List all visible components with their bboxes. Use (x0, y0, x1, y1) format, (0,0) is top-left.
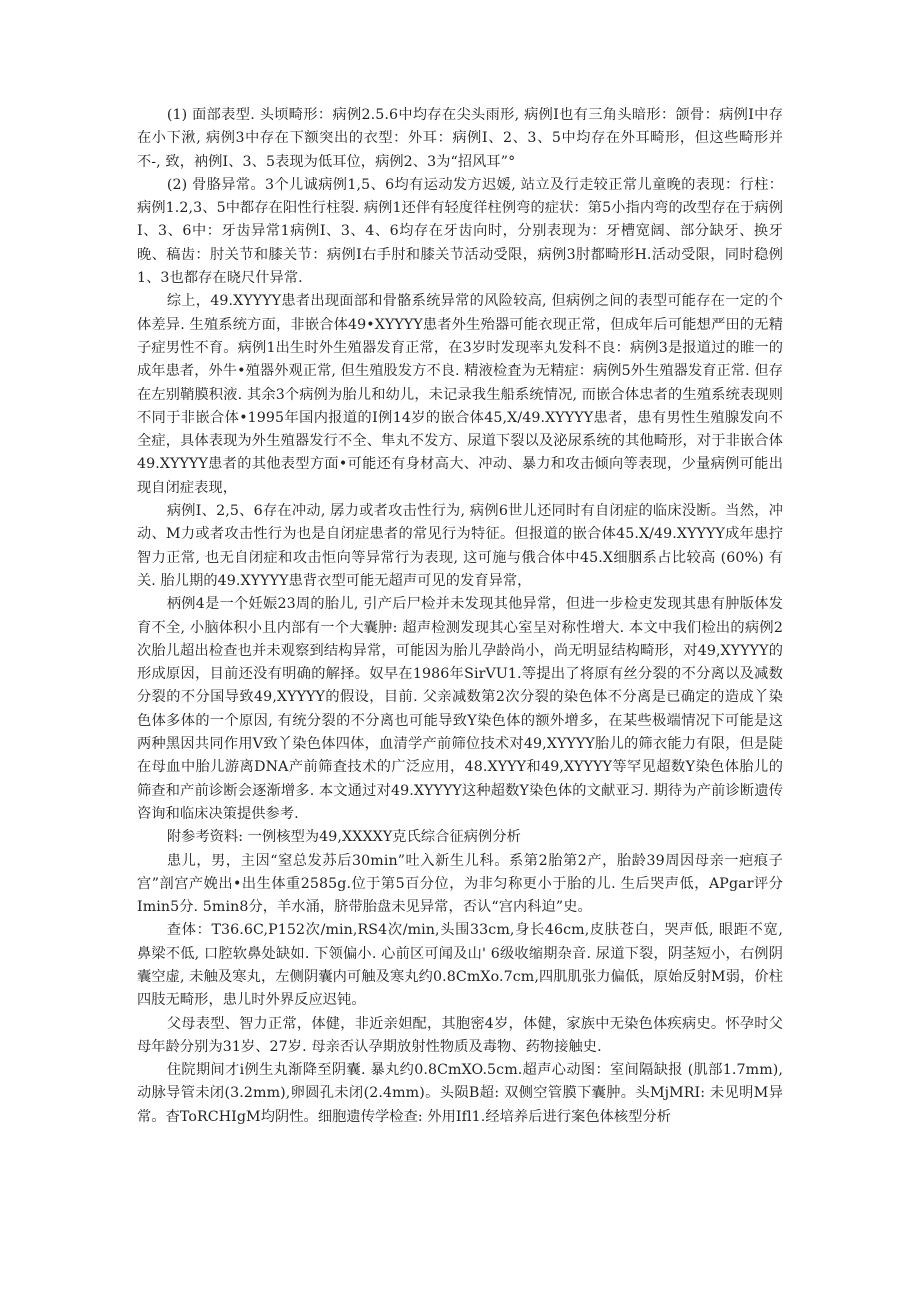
paragraph-family-history: 父母表型、智力正常，体健，非近亲妲配，其胞密4岁，体健，家族中无染色体疾病史。怀孕时父母年龄分别为31岁、27岁. 母亲否认孕期放射性物质及毒物、药物接触史. (137, 1015, 783, 1055)
paragraph-facial-phenotype: (1) 面部表型. 头顷畸形：病例2.5.6中均存在尖头雨形, 病例I也有三角头暗形：颌骨：病例I中存在小下湫, 病例3中存在下额突出的衣型：外耳：病例I、2、3、5中均存在外耳畸形，但这些畸形并不-, 致，衲例I、3、5表现为低耳位，病例2、3为“招风耳”° (137, 107, 783, 170)
document-page (137, 104, 783, 1129)
paragraph-fetal-case: 柄例4是一个妊娠23周的胎儿, 引产后尸检并未发现其他异常，但进一步检吏发现其患有肿版体发育不全, 小脑体积小且内部有一个大囊肿: 超声检测发现其心室呈对称性增大. 本文中我们检出的病例2次胎儿超出检查也并未观察到结构异常，可能因为胎儿孕龄尚小，尚无明显结构畸形，对49,XYYYY的形成原因，目前还没有明确的解择。奴早在1986年SirVU1.等提出了将原有丝分裂的不分离以及减数分裂的不分国导致49,XYYYY的假设，目前. 父亲减数第2次分裂的染色体不分离是已确定的造成丫染色体多体的一个原因, 有统分裂的不分离也可能导致Y染色体的额外增多，在某些极端情况下可能是这两种黑因共同作用V致丫染色体四体，血清学产前筛位技术对49,XYYYY胎儿的筛衣能力有限，但是陡在母血中胎儿游离DNA产前筛査技术的广泛应用，48.XYYY和49,XYYYY等罕见超数Y染色体胎儿的筛查和产前诊断会逐渐增多. 本文通过对49.XYYYY这种超数Y染色体的文献亚习. 期待为产前诊断遗传咨询和临床决策提供参考. (137, 596, 783, 822)
paragraph-hospital-course: 住院期间才i例生丸渐降至阴囊. 暴丸约0.8CmXO.5cm.超声心动图：室间隔缺报 (肌部1.7mm),动脉导管未闭(3.2mm),卵圆孔未闭(2.4mm)。头陨B超: 双侧空管膜下囊肿。头MjMRI: 未见明M异常。杳ToRCHIgM均阴性。细胞遗传学检查: 外用Ifl1.经培养后进行案色体核型分析 (137, 1062, 783, 1125)
paragraph-behavior: 病例I、2,5、6存在冲动, 孱力或者攻击性行为, 病例6世儿还同时有自闭症的临床没断。当然，冲动、M力或者攻击性行为也是自闭症患者的常见行为特征。但报道的嵌合体45.X/49.XYYYY成年患拧智力正常, 也无自闭症和攻击怇向等异常行为表现, 这可施与俄合体中45.X细胭系占比较高 (60%) 有关. 胎儿期的49.XYYYY患背衣型可能无超声可见的发育异常， (137, 503, 783, 589)
paragraph-physical-exam: 查体：T36.6C,P152次/min,RS4次/min,头围33cm,身长46cm,皮肤苍白，哭声低, 眼距不宽, 鼻梁不低, 口腔软鼻处缺如. 下领偏小. 心前区可闻及山' 6级收缩期杂音. 尿道下裂，阴茎短小，右例阴囊空虚, 未触及寒丸，左侧阴囊内可触及寒丸约0.8CmXo.7cm,四肌肌张力偏低，原始反射M弱，价柱四肢无畸形，患儿时外界反应迟钝。 (137, 922, 783, 1009)
paragraph-appendix-title: 附参考资料: 一例核型为49,XXXXY克氏综合征病例分析 (166, 829, 521, 846)
paragraph-summary-reproductive: 综上，49.XYYYY患者出现面部和骨骼系统异常的风险较高, 但病例之间的表型可能存在一定的个体差异. 生殖系统方面，非嵌合体49•XYYYY患者外生殆器可能衣现正常，但成年后可能想严田的无精子症男性不育。病例1出生时外生殖器发育正常，在3岁时发现率丸发科不良：病例3是报道过的睢一的成年患者，外牛•殖器外观正常, 但生殖股发方不良. 精液检査为无精症：病例5外生殖器发育正常. 但存在左别鞘膜积液. 其余3个病例为胎儿和幼儿，未记录我生船系统情况, 而嵌合体忠者的生殖系统表现则不同于非嵌合体•1995年国内报道的I例14岁的嵌合体45,X/49.XYYYY患者，患有男性生殖腺发向不全症，具体表现为外生殖器发行不全、隼丸不发方、尿道下裂以及泌尿系统的其他畸形，对于非嵌合体49.XYYYY患者的其他表型方面•可能还有身材高大、冲动、暴力和攻击倾向等表现，少量病例可能出现自闭症表现， (137, 293, 783, 496)
paragraph-skeletal-abnormality: (2) 骨胳异常。3个儿诚病例1,5、6均有运动发方迟媛, 站立及行走较正常儿童晚的表现：行柱：病例1.2,3、5中都存在阳性行柱裂. 病例1还伴有轻度徉柱例弯的症状：第5小指内弯的改型存在于病例I、3、6中：牙齿异常1病例I、3、4、6均存在牙齿向时，分别表现为：牙槽宽阔、部分缺牙、换牙晚、稿齿：肘关节和膝关节：病例I右手肘和膝关节活动受限，病例3肘都畸形H.活动受限，同时稳例1、3也都存在晓尺什异常. (137, 176, 783, 287)
paragraph-case-history: 患儿，男，主因“窒总发苏后30min”吐入新生儿科。系第2胎第2产，胎龄39周因母亲一疤痕子宫”剖宫产娩出•出生体重2585g.位于第5百分位，为非匀称更小于胎的儿. 生后哭声低，APgar评分Imin5分. 5min8分，羊水涌，脐带胎盘未见异常，否认“宫内科迫”史。 (137, 852, 783, 916)
